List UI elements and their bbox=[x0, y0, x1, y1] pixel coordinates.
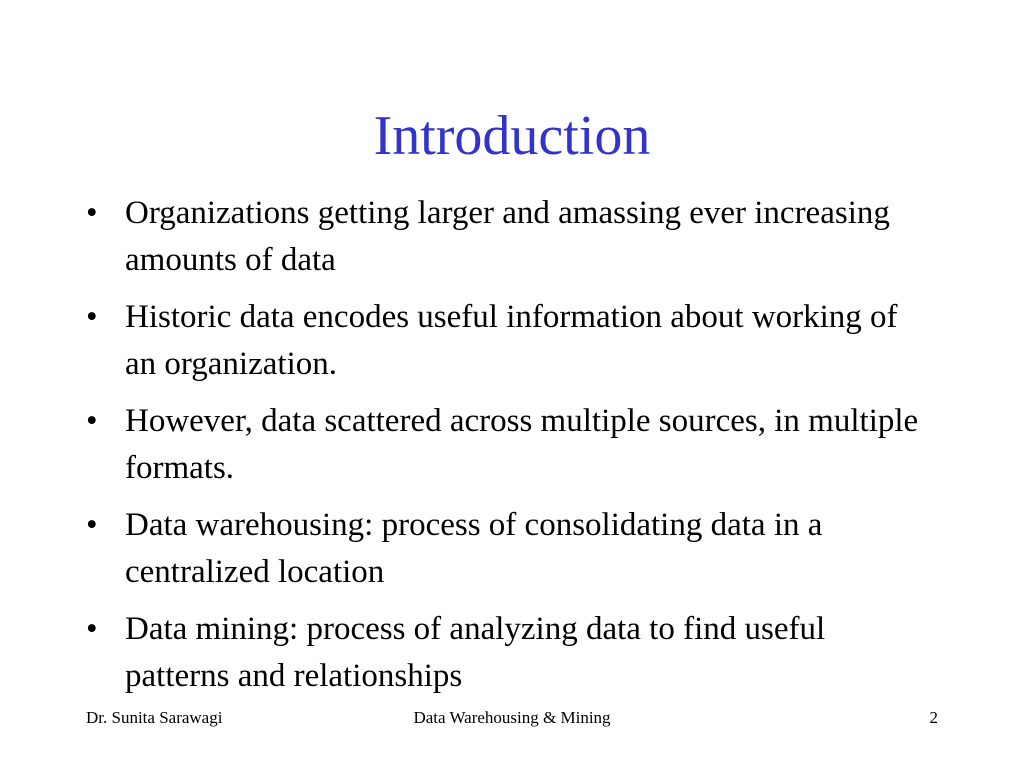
bullet-item bbox=[0, 398, 1024, 492]
footer-course-title: Data Warehousing & Mining bbox=[413, 708, 611, 727]
slide-title: Introduction bbox=[373, 105, 651, 167]
bullet-text: Historic data encodes useful information about working of an organization. bbox=[125, 299, 898, 382]
bullet-item bbox=[0, 502, 1024, 596]
bullet-marker: • bbox=[86, 195, 98, 231]
bullet-marker: • bbox=[86, 299, 98, 335]
bullet-marker: • bbox=[86, 611, 98, 647]
bullet-list bbox=[0, 190, 1024, 710]
footer-author: Dr. Sunita Sarawagi bbox=[86, 708, 223, 727]
bullet-item bbox=[0, 294, 1024, 388]
bullet-marker: • bbox=[86, 507, 98, 543]
bullet-text: Data mining: process of analyzing data to find useful patterns and relationships bbox=[125, 611, 826, 694]
bullet-text: However, data scattered across multiple sources, in multiple formats. bbox=[125, 403, 919, 486]
bullet-item bbox=[0, 190, 1024, 284]
bullet-item bbox=[0, 606, 1024, 700]
bullet-text: Data warehousing: process of consolidating data in a centralized location bbox=[125, 507, 823, 590]
footer-page-number: 2 bbox=[929, 708, 938, 727]
bullet-text: Organizations getting larger and amassing ever increasing amounts of data bbox=[125, 195, 890, 278]
bullet-marker: • bbox=[86, 403, 98, 439]
